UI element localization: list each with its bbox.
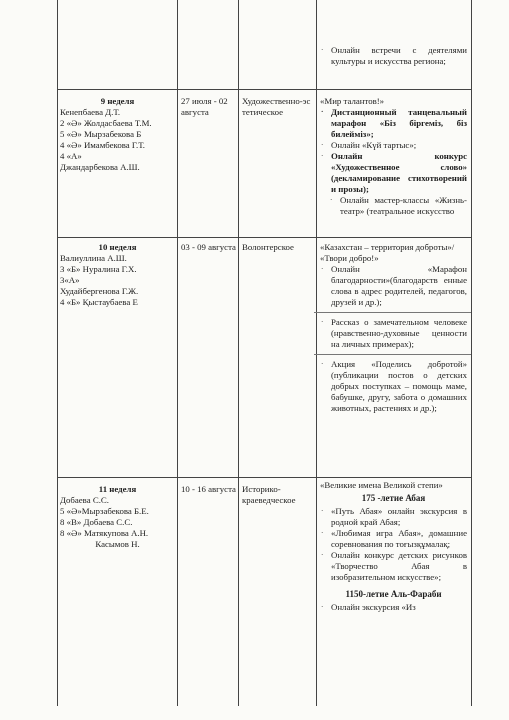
staff-name: 4 «А» [60, 151, 82, 161]
section-heading: 175 -летие Абая [361, 493, 426, 503]
week-11-staff [60, 484, 175, 550]
row-line-2 [57, 237, 471, 238]
bullet: · [321, 507, 324, 515]
activity-item: Дистанционный танцевальный марафон «Біз біргеміз, біз билейміз»; [331, 107, 467, 139]
staff-name: Худайбергенова Г.Ж. [60, 286, 139, 296]
week-9-staff [60, 96, 175, 173]
week-9-direction: Художественно-эстетическое [242, 96, 311, 117]
week-9-activities [320, 96, 467, 217]
activity-item: Акция «Поделись добротой» (публикации постов о детских добрых поступках – помощь маме, бабушке, другу, забота о домашних животных, растениях и др.); [331, 359, 467, 413]
row-line-3 [57, 477, 471, 478]
staff-name: 3«А» [60, 275, 80, 285]
staff-name: 2 «Ә» Жолдасбаева Т.М. [60, 118, 152, 128]
activity-title: «Казахстан – территория доброты»/ «Твори добро!» [320, 242, 455, 263]
activity-item: Онлайн «Марафон благодарности»(благодарств енные слова в адрес родителей, педагогов, друзей и др.); [331, 264, 467, 307]
week-11-date: 10 - 16 августа [181, 484, 236, 494]
week-11-activities [320, 480, 467, 613]
staff-name: 4 «Ә» Имамбекова Г.Т. [60, 140, 145, 150]
week-11-direction: Историко-краеведческое [242, 484, 296, 505]
activity-item: Онлайн конкурс детских рисунков «Творчество Абая в изобразительном искусстве»; [331, 550, 467, 582]
row-line-1 [57, 89, 471, 90]
staff-name: 3 «Б» Нуралина Г.Х. [60, 264, 137, 274]
week-9-date: 27 июля - 02 августа [181, 96, 228, 117]
week-title: 11 неделя [98, 484, 137, 494]
bullet: · [330, 196, 333, 204]
staff-name: Джандарбекова А.Ш. [60, 162, 140, 172]
staff-name: 8 «В» Добаева С.С. [60, 517, 133, 527]
top-row-activities [320, 45, 467, 67]
week-title: 9 неделя [100, 96, 135, 106]
section-heading: 1150-летие Аль-Фараби [345, 589, 442, 599]
divider [314, 312, 471, 313]
week-10-activities [320, 242, 467, 414]
activity-title: «Великие имена Великой степи» [320, 480, 443, 490]
bullet: · [321, 265, 324, 273]
staff-name: 4 «Б» Қыстаубаева Е [60, 297, 138, 307]
bullet: · [321, 603, 324, 611]
staff-name: Кенепбаева Д.Т. [60, 107, 121, 117]
col-line-4 [316, 0, 317, 706]
activity-item: Онлайн конкурс «Художественное слово» (декламирование стихотворений и прозы); [331, 151, 467, 194]
col-line-1 [57, 0, 58, 706]
bullet: · [321, 141, 324, 149]
staff-name: Валиуллина А.Ш. [60, 253, 127, 263]
activity-title: «Мир талантов!» [320, 96, 385, 106]
bullet: · [321, 360, 324, 368]
col-line-5 [471, 0, 472, 706]
week-10-direction: Волонтерское [242, 242, 294, 252]
col-line-2 [177, 0, 178, 706]
col-line-3 [238, 0, 239, 706]
activity-item: Онлайн мастер-классы «Жизнь-театр» (театральное искусство [340, 195, 467, 216]
bullet: · [321, 152, 324, 160]
activity-item: «Путь Абая» онлайн экскурсия в родной край Абая; [331, 506, 467, 527]
week-10-date: 03 - 09 августа [181, 242, 236, 252]
week-title: 10 неделя [98, 242, 137, 252]
activity-item: Онлайн «Күй тартыс»; [331, 140, 417, 150]
bullet: · [321, 551, 324, 559]
staff-name: 8 «Ә» Матякупова А.Н. [60, 528, 149, 538]
bullet: · [321, 108, 324, 116]
week-10-staff [60, 242, 175, 308]
staff-name: 5 «Ә» Мырзабекова Б [60, 129, 142, 139]
activity-item: «Любимая игра Абая», домашние соревнования по тоғызқұмалақ; [331, 528, 467, 549]
staff-name: Добаева С.С. [60, 495, 109, 505]
activity-item: Онлайн встречи с деятелями культуры и искусства региона; [331, 45, 467, 66]
activity-item: Рассказ о замечательном человеке (нравственно-духовные ценности на личных примерах); [331, 317, 467, 349]
bullet: · [321, 46, 324, 54]
divider [314, 354, 471, 355]
activity-item: Онлайн экскурсия «Из [331, 602, 416, 612]
staff-name: Касымов Н. [95, 539, 140, 549]
bullet: · [321, 318, 324, 326]
staff-name: 5 «Ә»Мырзабекова Б.Е. [60, 506, 149, 516]
bullet: · [321, 529, 324, 537]
